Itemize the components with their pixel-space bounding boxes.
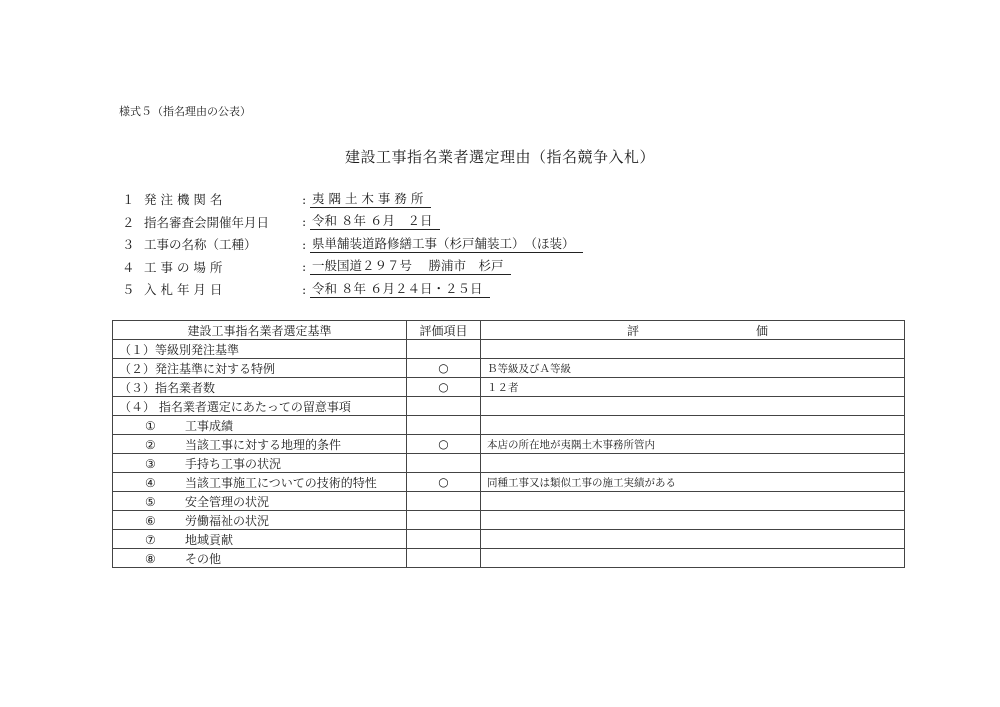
selection-criteria-table — [112, 320, 905, 568]
info-row — [122, 211, 583, 234]
info-row — [122, 233, 583, 256]
detail-cell: 本店の所在地が夷隅土木事務所管内 — [481, 435, 905, 454]
info-row — [122, 188, 583, 211]
mark-cell: ○ — [407, 359, 481, 378]
item-label: 当該工事に対する地理的条件 — [185, 437, 342, 452]
table-row — [113, 435, 905, 454]
info-label: 工 事 の 場 所 — [144, 259, 223, 275]
criteria-cell — [113, 416, 407, 435]
criteria-cell: （２）発注基準に対する特例 — [113, 359, 407, 378]
mark-cell — [407, 397, 481, 416]
info-value: 夷 隅 土 木 事 務 所 — [310, 191, 431, 208]
detail-cell: 同種工事又は類似工事の施工実績がある — [481, 473, 905, 492]
mark-cell: ○ — [407, 435, 481, 454]
info-number: ５ — [122, 282, 135, 298]
table-row — [113, 473, 905, 492]
header-item: 評価項目 — [407, 321, 481, 340]
page-title: 建設工事指名業者選定理由（指名競争入札） — [344, 148, 655, 166]
mark-cell — [407, 530, 481, 549]
info-number: ２ — [122, 214, 135, 230]
info-label: 工事の名称（工種） — [144, 237, 257, 253]
mark-cell: ○ — [407, 378, 481, 397]
item-number: ① — [145, 418, 156, 433]
item-label: 労働福祉の状況 — [185, 513, 270, 528]
info-value: 令和 ８年 ６月 ２日 — [310, 213, 440, 230]
info-number: ３ — [122, 237, 135, 253]
mark-cell — [407, 549, 481, 568]
detail-cell — [481, 530, 905, 549]
table-row — [113, 397, 905, 416]
criteria-cell: （１）等級別発注基準 — [113, 340, 407, 359]
table-row — [113, 492, 905, 511]
mark-cell — [407, 492, 481, 511]
info-value: 一般国道２９７号 勝浦市 杉戸 — [310, 258, 511, 275]
table-row — [113, 416, 905, 435]
table-row — [113, 454, 905, 473]
criteria-cell: （４） 指名業者選定にあたっての留意事項 — [113, 397, 407, 416]
item-label: 地域貢献 — [185, 532, 234, 547]
item-number: ③ — [145, 456, 156, 471]
detail-cell: １２者 — [481, 378, 905, 397]
item-number: ⑧ — [145, 551, 156, 566]
info-colon: : — [302, 236, 307, 252]
table-row — [113, 340, 905, 359]
info-number: １ — [122, 192, 135, 208]
detail-cell — [481, 511, 905, 530]
criteria-cell — [113, 492, 407, 511]
header-evaluation — [481, 321, 905, 340]
info-row — [122, 278, 583, 301]
criteria-cell — [113, 511, 407, 530]
detail-cell — [481, 549, 905, 568]
info-label: 入 札 年 月 日 — [144, 282, 223, 298]
criteria-cell — [113, 454, 407, 473]
detail-cell — [481, 340, 905, 359]
detail-cell — [481, 397, 905, 416]
info-number: ４ — [122, 259, 135, 275]
detail-cell — [481, 454, 905, 473]
form-tag: 様式５（指名理由の公表） — [119, 105, 251, 118]
table-row — [113, 530, 905, 549]
info-colon: : — [302, 259, 307, 275]
item-label: 当該工事施工についての技術的特性 — [185, 475, 377, 490]
info-label: 指名審査会開催年月日 — [144, 214, 270, 230]
mark-cell — [407, 454, 481, 473]
mark-cell: ○ — [407, 473, 481, 492]
detail-cell — [481, 416, 905, 435]
mark-cell — [407, 340, 481, 359]
info-value: 県単舗装道路修繕工事（杉戸舗装工） （ほ装） — [310, 236, 583, 253]
info-label: 発 注 機 関 名 — [144, 192, 223, 208]
header-eval-right: 価 — [755, 323, 768, 338]
item-number: ⑤ — [145, 494, 156, 509]
criteria-cell — [113, 530, 407, 549]
header-criteria: 建設工事指名業者選定基準 — [113, 321, 407, 340]
table-header-row — [113, 321, 905, 340]
criteria-cell — [113, 435, 407, 454]
header-eval-left: 評 — [627, 323, 640, 338]
info-colon: : — [302, 191, 307, 207]
detail-cell: Ｂ等級及びＡ等級 — [481, 359, 905, 378]
mark-cell — [407, 511, 481, 530]
item-label: その他 — [185, 551, 222, 566]
info-row — [122, 256, 583, 279]
item-label: 手持ち工事の状況 — [185, 456, 282, 471]
table-row — [113, 359, 905, 378]
info-list — [122, 188, 583, 301]
mark-cell — [407, 416, 481, 435]
item-label: 安全管理の状況 — [185, 494, 270, 509]
criteria-cell — [113, 473, 407, 492]
item-number: ② — [145, 437, 156, 452]
item-number: ⑦ — [145, 532, 156, 547]
item-number: ⑥ — [145, 513, 156, 528]
table-row — [113, 378, 905, 397]
table-row — [113, 511, 905, 530]
item-number: ④ — [145, 475, 156, 490]
table-row — [113, 549, 905, 568]
info-value: 令和 ８年 ６月２４日・２５日 — [310, 281, 490, 298]
detail-cell — [481, 492, 905, 511]
info-colon: : — [302, 214, 307, 230]
criteria-cell — [113, 549, 407, 568]
item-label: 工事成績 — [185, 418, 234, 433]
info-colon: : — [302, 281, 307, 297]
criteria-cell: （３）指名業者数 — [113, 378, 407, 397]
